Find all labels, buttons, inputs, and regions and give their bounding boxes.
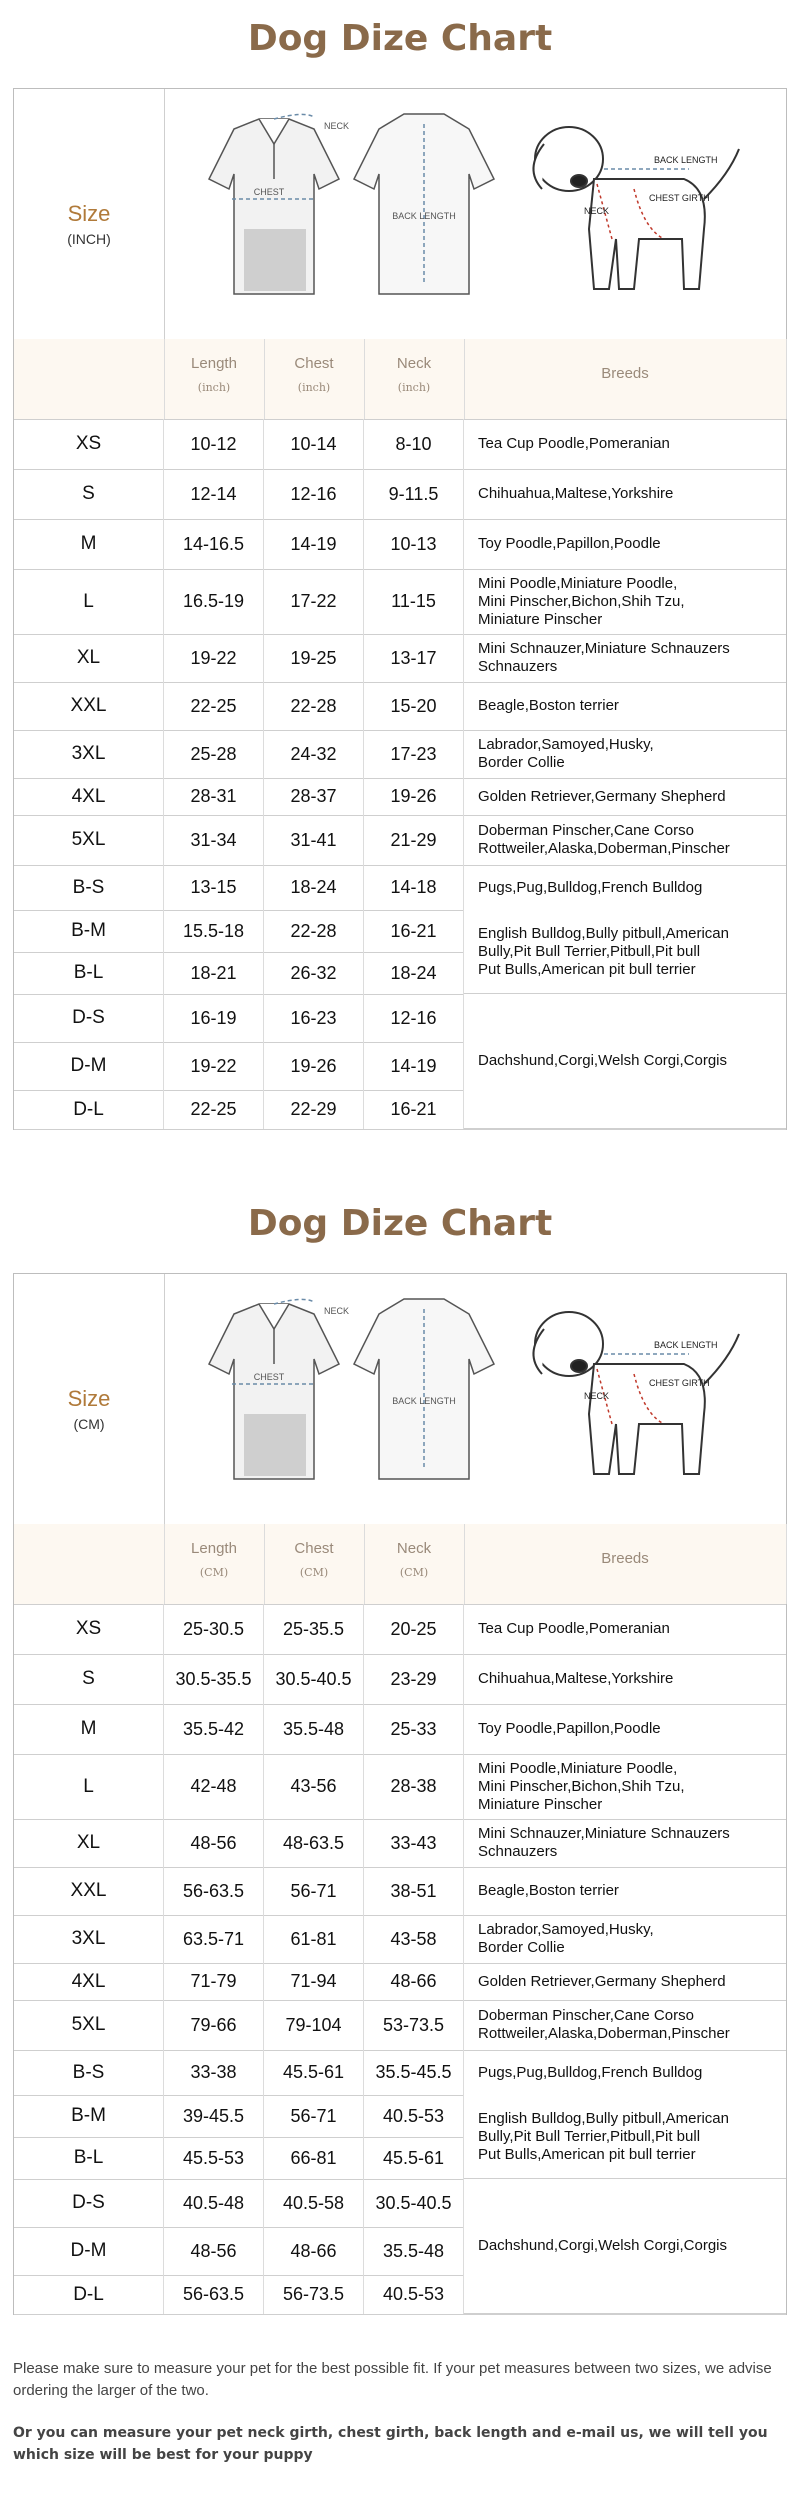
cell-chest: 19-25 [264, 634, 364, 682]
cell-length: 71-79 [164, 1963, 264, 2000]
table-row [14, 419, 786, 470]
dog-icon [533, 1312, 739, 1474]
cell-size: B-S [14, 2050, 164, 2095]
cell-size: D-L [14, 2275, 164, 2314]
cell-chest: 56-71 [264, 1867, 364, 1915]
cell-neck: 19-26 [364, 778, 464, 815]
cell-size: S [14, 469, 164, 519]
col-length-header [164, 339, 265, 419]
cell-chest: 45.5-61 [264, 2050, 364, 2095]
cell-chest: 22-28 [264, 910, 364, 952]
cell-chest: 43-56 [264, 1754, 364, 1819]
shirt-front-icon [209, 119, 339, 294]
cell-size: XXL [14, 682, 164, 730]
cell-breeds: Chihuahua,Maltese,Yorkshire [478, 1670, 674, 1687]
cell-breeds: Tea Cup Poodle,Pomeranian [478, 435, 670, 452]
table-row [14, 1819, 786, 1868]
col-chest-label: Chest [294, 1540, 334, 1557]
diagram-area [164, 89, 786, 339]
size-chart-cm [0, 1185, 800, 2335]
cell-length: 40.5-48 [164, 2179, 264, 2227]
table-row [14, 634, 786, 683]
cell-neck: 30.5-40.5 [364, 2179, 464, 2227]
cell-size: XS [14, 419, 164, 469]
contact-note: Or you can measure your pet neck girth, chest girth, back length and e-mail us, we will tell you which size will be best for your puppy [13, 2425, 768, 2463]
back-length-label: BACK LENGTH [392, 1396, 456, 1406]
cell-chest: 48-66 [264, 2227, 364, 2275]
cell-neck: 23-29 [364, 1654, 464, 1704]
cell-neck: 43-58 [364, 1915, 464, 1963]
cell-size: D-S [14, 994, 164, 1042]
cell-chest: 25-35.5 [264, 1604, 364, 1654]
cell-length: 10-12 [164, 419, 264, 469]
cell-neck: 15-20 [364, 682, 464, 730]
cell-chest: 28-37 [264, 778, 364, 815]
table-row [14, 1963, 786, 2001]
col-breeds-label: Breeds [601, 1550, 649, 1567]
table-row [14, 865, 786, 911]
chest-label: CHEST [253, 187, 285, 197]
col-neck-unit: (inch) [397, 381, 431, 394]
cell-neck: 17-23 [364, 730, 464, 778]
table-row [14, 1867, 786, 1916]
cell-breeds: Pugs,Pug,Bulldog,French Bulldog [478, 2063, 703, 2081]
table-row [14, 682, 786, 731]
cell-chest: 10-14 [264, 419, 364, 469]
cell-neck: 16-21 [364, 1090, 464, 1129]
cell-neck: 35.5-45.5 [364, 2050, 464, 2095]
merged-breeds-dachshund: Dachshund,Corgi,Welsh Corgi,Corgis [464, 994, 786, 1129]
cell-length: 13-15 [164, 865, 264, 910]
size-table [13, 1273, 787, 2315]
col-neck-header [364, 339, 465, 419]
cell-size: B-L [14, 2137, 164, 2179]
cell-neck: 40.5-53 [364, 2095, 464, 2137]
table-row [14, 815, 786, 866]
col-neck-label: Neck [396, 355, 432, 372]
cell-breeds: Pugs,Pug,Bulldog,French Bulldog [478, 878, 703, 896]
cell-breeds: Toy Poodle,Papillon,Poodle [478, 535, 661, 552]
cell-size: D-L [14, 1090, 164, 1129]
col-neck-label: Neck [396, 1540, 432, 1557]
cell-breeds: Beagle,Boston terrier [478, 697, 619, 714]
dog-back-label: BACK LENGTH [654, 1340, 718, 1350]
cell-length: 56-63.5 [164, 1867, 264, 1915]
cell-size: M [14, 519, 164, 569]
cell-breeds: Doberman Pinscher,Cane Corso Rottweiler,Alaska,Doberman,Pinscher [478, 2007, 730, 2042]
diagram-header [14, 89, 786, 340]
cell-neck: 28-38 [364, 1754, 464, 1819]
cell-chest: 30.5-40.5 [264, 1654, 364, 1704]
cell-chest: 24-32 [264, 730, 364, 778]
cell-neck: 25-33 [364, 1704, 464, 1754]
cell-neck: 9-11.5 [364, 469, 464, 519]
dog-chest-label: CHEST GIRTH [649, 1378, 710, 1388]
table-row [14, 569, 786, 635]
cell-neck: 21-29 [364, 815, 464, 865]
cell-breeds: Beagle,Boston terrier [478, 1882, 619, 1899]
cell-breeds: Doberman Pinscher,Cane Corso Rottweiler,Alaska,Doberman,Pinscher [478, 822, 730, 857]
table-row [14, 730, 786, 779]
cell-breeds: Mini Schnauzer,Miniature Schnauzers Schnauzers [478, 640, 730, 675]
cell-length: 35.5-42 [164, 1704, 264, 1754]
col-size-header [14, 339, 165, 419]
cell-chest: 22-29 [264, 1090, 364, 1129]
cell-size: D-S [14, 2179, 164, 2227]
cell-size: B-L [14, 952, 164, 994]
cell-length: 30.5-35.5 [164, 1654, 264, 1704]
cell-neck: 20-25 [364, 1604, 464, 1654]
cell-length: 42-48 [164, 1754, 264, 1819]
dog-neck-label: NECK [583, 206, 609, 216]
col-length-unit: (CM) [199, 1566, 229, 1579]
cell-length: 19-22 [164, 634, 264, 682]
cell-length: 15.5-18 [164, 910, 264, 952]
table-row [14, 1604, 786, 1655]
table-row [14, 2050, 786, 2096]
cell-size: D-M [14, 1042, 164, 1090]
cell-size: 4XL [14, 1963, 164, 2000]
col-length-label: Length [191, 355, 237, 372]
cell-size: L [14, 569, 164, 634]
cell-chest: 16-23 [264, 994, 364, 1042]
chart-title: Dog Dize Chart [247, 18, 553, 59]
cell-size: B-M [14, 2095, 164, 2137]
cell-chest: 48-63.5 [264, 1819, 364, 1867]
cell-length: 19-22 [164, 1042, 264, 1090]
cell-chest: 12-16 [264, 469, 364, 519]
table-row [14, 1704, 786, 1755]
size-unit: (INCH) [67, 231, 111, 247]
table-row [14, 2000, 786, 2051]
cell-size: B-M [14, 910, 164, 952]
cell-length: 48-56 [164, 1819, 264, 1867]
dog-icon [533, 127, 739, 289]
cell-neck: 40.5-53 [364, 2275, 464, 2314]
cell-neck: 11-15 [364, 569, 464, 634]
cell-size: 3XL [14, 730, 164, 778]
col-chest-header [264, 1524, 365, 1604]
cell-length: 31-34 [164, 815, 264, 865]
cell-size: 5XL [14, 2000, 164, 2050]
cell-chest: 14-19 [264, 519, 364, 569]
cell-breeds: Mini Poodle,Miniature Poodle, Mini Pinscher,Bichon,Shih Tzu, Miniature Pinscher [478, 574, 685, 628]
col-size-header [14, 1524, 165, 1604]
cell-chest: 19-26 [264, 1042, 364, 1090]
cell-length: 16-19 [164, 994, 264, 1042]
cell-length: 18-21 [164, 952, 264, 994]
col-breeds-header [464, 1524, 787, 1604]
cell-neck: 33-43 [364, 1819, 464, 1867]
cell-chest: 35.5-48 [264, 1704, 364, 1754]
col-chest-unit: (CM) [299, 1566, 329, 1579]
cell-neck: 16-21 [364, 910, 464, 952]
cell-size: D-M [14, 2227, 164, 2275]
col-chest-label: Chest [294, 355, 334, 372]
chart-title: Dog Dize Chart [247, 1203, 553, 1244]
column-header-row [14, 339, 786, 420]
merged-breeds-dachshund: Dachshund,Corgi,Welsh Corgi,Corgis [464, 2179, 786, 2314]
col-breeds-label: Breeds [601, 365, 649, 382]
cell-size: S [14, 1654, 164, 1704]
cell-chest: 56-73.5 [264, 2275, 364, 2314]
cell-chest: 40.5-58 [264, 2179, 364, 2227]
table-row [14, 1915, 786, 1964]
dog-back-label: BACK LENGTH [654, 155, 718, 165]
cell-length: 14-16.5 [164, 519, 264, 569]
cell-size: L [14, 1754, 164, 1819]
diagram-area [164, 1274, 786, 1524]
cell-neck: 10-13 [364, 519, 464, 569]
cell-neck: 14-19 [364, 1042, 464, 1090]
cell-breeds: Tea Cup Poodle,Pomeranian [478, 1620, 670, 1637]
column-header-row [14, 1524, 786, 1605]
fit-note: Please make sure to measure your pet for the best possible fit. If your pet measures between two sizes, we advise ordering the larger of the two. [13, 2360, 772, 2399]
cell-breeds: Mini Poodle,Miniature Poodle, Mini Pinscher,Bichon,Shih Tzu, Miniature Pinscher [478, 1759, 685, 1813]
col-chest-header [264, 339, 365, 419]
cell-neck: 8-10 [364, 419, 464, 469]
cell-length: 12-14 [164, 469, 264, 519]
cell-length: 39-45.5 [164, 2095, 264, 2137]
cell-length: 33-38 [164, 2050, 264, 2095]
merged-breeds-bulldog: English Bulldog,Bully pitbull,American Bully,Pit Bull Terrier,Pitbull,Pit bull Put Bulls,American pit bull terrier [464, 910, 786, 994]
cell-neck: 14-18 [364, 865, 464, 910]
cell-chest: 56-71 [264, 2095, 364, 2137]
cell-breeds: Chihuahua,Maltese,Yorkshire [478, 485, 674, 502]
size-diagram [164, 89, 786, 337]
cell-size: 5XL [14, 815, 164, 865]
size-unit: (CM) [73, 1416, 105, 1432]
cell-breeds: Mini Schnauzer,Miniature Schnauzers Schnauzers [478, 1825, 730, 1860]
dog-neck-label: NECK [583, 1391, 609, 1401]
size-diagram [164, 1274, 786, 1522]
merged-breeds-bulldog: English Bulldog,Bully pitbull,American Bully,Pit Bull Terrier,Pitbull,Pit bull Put Bulls,American pit bull terrier [464, 2095, 786, 2179]
cell-size: XL [14, 1819, 164, 1867]
cell-chest: 31-41 [264, 815, 364, 865]
cell-length: 56-63.5 [164, 2275, 264, 2314]
cell-breeds: Labrador,Samoyed,Husky, Border Collie [478, 736, 654, 771]
cell-size: XS [14, 1604, 164, 1654]
diagram-header [14, 1274, 786, 1525]
cell-chest: 79-104 [264, 2000, 364, 2050]
cell-neck: 48-66 [364, 1963, 464, 2000]
size-chart-inch [0, 0, 800, 1150]
back-length-label: BACK LENGTH [392, 211, 456, 221]
cell-length: 22-25 [164, 1090, 264, 1129]
cell-length: 79-66 [164, 2000, 264, 2050]
cell-size: 3XL [14, 1915, 164, 1963]
shirt-front-icon [209, 1304, 339, 1479]
cell-neck: 53-73.5 [364, 2000, 464, 2050]
cell-length: 25-30.5 [164, 1604, 264, 1654]
cell-breeds: Labrador,Samoyed,Husky, Border Collie [478, 1921, 654, 1956]
cell-chest: 18-24 [264, 865, 364, 910]
col-length-label: Length [191, 1540, 237, 1557]
cell-size: M [14, 1704, 164, 1754]
table-row [14, 1754, 786, 1820]
cell-length: 63.5-71 [164, 1915, 264, 1963]
dog-chest-label: CHEST GIRTH [649, 193, 710, 203]
cell-neck: 38-51 [364, 1867, 464, 1915]
cell-length: 28-31 [164, 778, 264, 815]
col-neck-unit: (CM) [399, 1566, 429, 1579]
cell-chest: 71-94 [264, 1963, 364, 2000]
neck-label: NECK [324, 1306, 350, 1316]
cell-length: 16.5-19 [164, 569, 264, 634]
table-row [14, 1654, 786, 1705]
size-table [13, 88, 787, 1130]
cell-length: 45.5-53 [164, 2137, 264, 2179]
cell-size: XXL [14, 1867, 164, 1915]
size-header-cell [14, 89, 165, 339]
cell-chest: 17-22 [264, 569, 364, 634]
col-length-header [164, 1524, 265, 1604]
col-breeds-header [464, 339, 787, 419]
cell-chest: 26-32 [264, 952, 364, 994]
cell-neck: 13-17 [364, 634, 464, 682]
table-row [14, 778, 786, 816]
cell-chest: 22-28 [264, 682, 364, 730]
neck-label: NECK [324, 121, 350, 131]
cell-neck: 45.5-61 [364, 2137, 464, 2179]
cell-chest: 66-81 [264, 2137, 364, 2179]
cell-length: 25-28 [164, 730, 264, 778]
cell-breeds: Golden Retriever,Germany Shepherd [478, 787, 726, 805]
table-row [14, 469, 786, 520]
table-row [14, 519, 786, 570]
cell-breeds: Toy Poodle,Papillon,Poodle [478, 1720, 661, 1737]
cell-size: 4XL [14, 778, 164, 815]
cell-breeds: Golden Retriever,Germany Shepherd [478, 1972, 726, 1990]
col-length-unit: (inch) [197, 381, 231, 394]
size-label: Size [67, 201, 111, 226]
cell-chest: 61-81 [264, 1915, 364, 1963]
chest-label: CHEST [253, 1372, 285, 1382]
cell-size: XL [14, 634, 164, 682]
size-header-cell [14, 1274, 165, 1524]
cell-size: B-S [14, 865, 164, 910]
col-neck-header [364, 1524, 465, 1604]
size-label: Size [67, 1386, 111, 1411]
cell-neck: 35.5-48 [364, 2227, 464, 2275]
col-chest-unit: (inch) [297, 381, 331, 394]
cell-neck: 12-16 [364, 994, 464, 1042]
cell-length: 22-25 [164, 682, 264, 730]
cell-neck: 18-24 [364, 952, 464, 994]
cell-length: 48-56 [164, 2227, 264, 2275]
